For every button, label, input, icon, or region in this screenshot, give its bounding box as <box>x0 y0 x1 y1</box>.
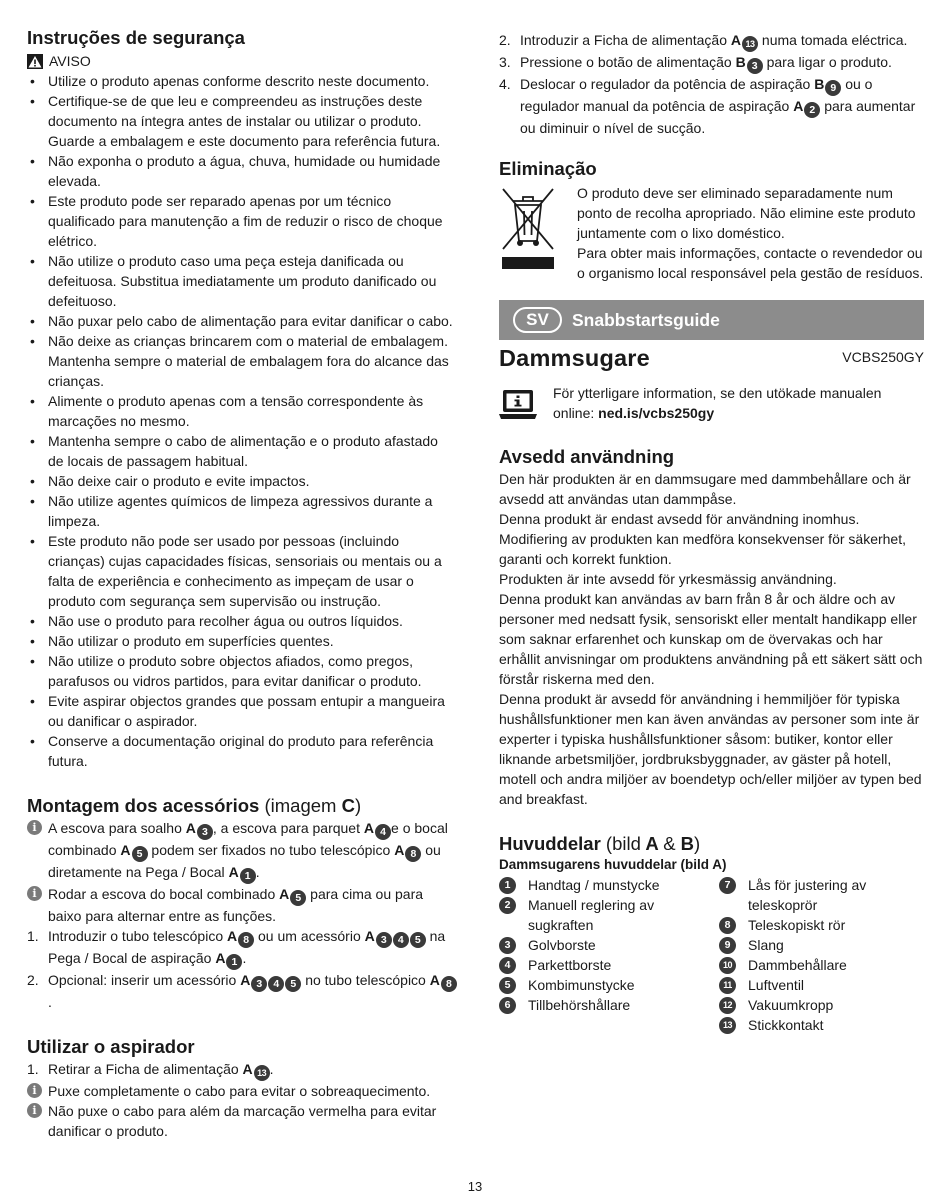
assembly-step-2: 2. Opcional: inserir um acessório A 3 4 5 no tubo telescópico A 8. <box>27 970 457 1012</box>
list-item: • Mantenha sempre o cabo de alimentação e o produto afastado de locais de passagem habitual. <box>27 431 457 471</box>
page-number: 13 <box>467 1179 483 1194</box>
using-step-1: 1. Retirar a Ficha de alimentação A 13 . <box>27 1059 457 1081</box>
list-item: 9 Slang <box>719 935 919 955</box>
warning-line <box>27 51 457 71</box>
manual-link[interactable]: ned.is/vcbs250gy <box>598 405 715 421</box>
list-item: 7 Lås för justering av teleskoprör <box>719 875 919 915</box>
laptop-info-icon <box>499 389 537 421</box>
product-title: Dammsugare <box>499 345 650 371</box>
using-step-2: 2. Introduzir a Ficha de alimentação A 13 numa tomada eléctrica. <box>499 30 924 52</box>
intended-use-title: Avsedd användning <box>499 446 675 467</box>
list-item: • Este produto não pode ser usado por pessoas (incluindo crianças) cujas capacidades físicas, sensoriais ou mentais ou a falta de experiência e conhecimento as impeçam de usar o produto com segurança sem supervisão ou instrução. <box>27 531 457 611</box>
list-item: 11 Luftventil <box>719 975 919 995</box>
list-item: • Evite aspirar objectos grandes que possam entupir a mangueira ou danificar o aspirador. <box>27 691 457 731</box>
assembly-title: Montagem dos acessórios (imagem C) <box>27 795 362 816</box>
list-item: 8 Teleskopiskt rör <box>719 915 919 935</box>
list-item: 1 Handtag / munstycke <box>499 875 719 895</box>
info-icon: i <box>27 1083 42 1098</box>
parts-column-right <box>719 875 919 1035</box>
guide-title: Snabbstartsguide <box>572 310 720 330</box>
product-title-row <box>499 343 924 373</box>
parts-list <box>499 875 924 1035</box>
left-column <box>27 26 457 1141</box>
parts-subtitle: Dammsugarens huvuddelar (bild A) <box>499 857 727 872</box>
language-code-badge: SV <box>513 307 562 333</box>
using-info-2: i Não puxe o cabo para além da marcação vermelha para evitar danificar o produto. <box>27 1101 457 1141</box>
list-item: • Não utilize agentes químicos de limpeza agressivos durante a limpeza. <box>27 491 457 531</box>
right-column <box>499 30 924 1035</box>
assembly-info-1: i A escova para soalho A 3 , a escova para parquet A 4 e o bocal combinado A 5 podem ser fixados no tubo telescópico A 8 ou diretamente na Pega / Bocal A 1 . <box>27 818 457 884</box>
disposal-title: Eliminação <box>499 158 597 179</box>
list-item: • Não utilizar o produto em superfícies quentes. <box>27 631 457 651</box>
list-item: 6 Tillbehörshållare <box>499 995 719 1015</box>
warning-icon <box>27 54 43 69</box>
list-item: 13 Stickkontakt <box>719 1015 919 1035</box>
info-icon: i <box>27 886 42 901</box>
list-item: • Este produto pode ser reparado apenas por um técnico qualificado para manutenção a fim de reduzir o risco de choque elétrico. <box>27 191 457 251</box>
safety-title: Instruções de segurança <box>27 27 245 48</box>
parts-column-left <box>499 875 719 1035</box>
model-number: VCBS250GY <box>842 349 924 365</box>
list-item: 2 Manuell reglering av sugkraften <box>499 895 719 935</box>
disposal-text-2: Para obter mais informações, contacte o revendedor ou o organismo local responsável pela gestão de resíduos. <box>577 245 924 281</box>
intended-use-text: Den här produkten är en dammsugare med dammbehållare och är avsedd att användas utan dammpåse. Denna produkt är endast avsedd för användning inomhus. Modifiering av produkten kan medföra konsekvenser för säkerhet, garanti och korrekt funktion. Produkten är inte avsedd för yrkesmässig användning. Denna produkt kan användas av barn från 8 år och äldre och av personer med nedsatt fysik, sensoriskt eller mentalt handikapp eller som saknar erfarenhet och kunskap om de övervakas och har erhållit anvisningar om produktens användning på ett säkert sätt och förstår riskerna med den. Denna produkt är avsedd för användning i hemmiljöer för typiska hushållsfunktioner men kan även användas av personer som inte är experter i typiska hushållsfunktioner såsom: butiker, kontor eller liknande arbetsmiljöer, jordbruksbyggnader, av gäster på hotell, motell och andra miljöer av boendetyp och/eller miljöer av typen bed and breakfast. <box>499 471 923 807</box>
list-item: • Não use o produto para recolher água ou outros líquidos. <box>27 611 457 631</box>
list-item: 3 Golvborste <box>499 935 719 955</box>
disposal-text-1: O produto deve ser eliminado separadamente num ponto de recolha apropriado. Não elimine este produto juntamente com o lixo doméstico. <box>577 185 916 241</box>
list-item: • Alimente o produto apenas com a tensão correspondente às marcações no mesmo. <box>27 391 457 431</box>
using-info-1: i Puxe completamente o cabo para evitar o sobreaquecimento. <box>27 1081 457 1101</box>
assembly-step-1: 1. Introduzir o tubo telescópico A 8 ou um acessório A 3 4 5 na Pega / Bocal de aspiração A 1 . <box>27 928 446 968</box>
list-item: • Não puxar pelo cabo de alimentação para evitar danificar o cabo. <box>27 311 457 331</box>
using-title: Utilizar o aspirador <box>27 1036 195 1057</box>
list-item: 5 Kombimunstycke <box>499 975 719 995</box>
list-item: • Utilize o produto apenas conforme descrito neste documento. <box>27 71 457 91</box>
list-item: 12 Vakuumkropp <box>719 995 919 1015</box>
using-step-3: 3. Pressione o botão de alimentação B 3 para ligar o produto. <box>499 54 892 72</box>
disposal-block <box>499 183 924 283</box>
list-item: 4 Parkettborste <box>499 955 719 975</box>
parts-title: Huvuddelar (bild A & B) <box>499 833 701 854</box>
list-item: • Não utilize o produto caso uma peça esteja danificada ou defeituosa. Substitua imediatamente um produto danificado ou defeituoso. <box>27 251 457 311</box>
assembly-info-2: i Rodar a escova do bocal combinado A 5 para cima ou para baixo para alternar entre as funções. <box>27 884 457 926</box>
list-item: • Não deixe as crianças brincarem com o material de embalagem. Mantenha sempre o material de embalagem fora do alcance das crianças. <box>27 331 457 391</box>
language-banner <box>499 300 924 340</box>
warning-label: AVISO <box>49 53 91 69</box>
list-item: • Conserve a documentação original do produto para referência futura. <box>27 731 457 771</box>
list-item: • Não utilize o produto sobre objectos afiados, como pregos, parafusos ou vidros partidos, para evitar danificar o produto. <box>27 651 457 691</box>
info-icon: i <box>27 820 42 835</box>
list-item: • Certifique-se de que leu e compreendeu as instruções deste documento na íntegra antes de instalar ou utilizar o produto. Guarde a embalagem e este documento para referência futura. <box>27 91 457 151</box>
using-step-4: 4. Deslocar o regulador da potência de aspiração B 9 ou o regulador manual da potência de aspiração A 2 para aumentar ou diminuir o nível de sucção. <box>499 76 916 136</box>
info-icon: i <box>27 1103 42 1118</box>
list-item: 10 Dammbehållare <box>719 955 919 975</box>
list-item: • Não exponha o produto a água, chuva, humidade ou humidade elevada. <box>27 151 457 191</box>
weee-bin-icon <box>499 183 557 273</box>
list-item: • Não deixe cair o produto e evite impactos. <box>27 471 457 491</box>
safety-list <box>27 71 457 771</box>
manual-note: För ytterligare information, se den utökade manualen online: ned.is/vcbs250gy <box>499 383 924 423</box>
